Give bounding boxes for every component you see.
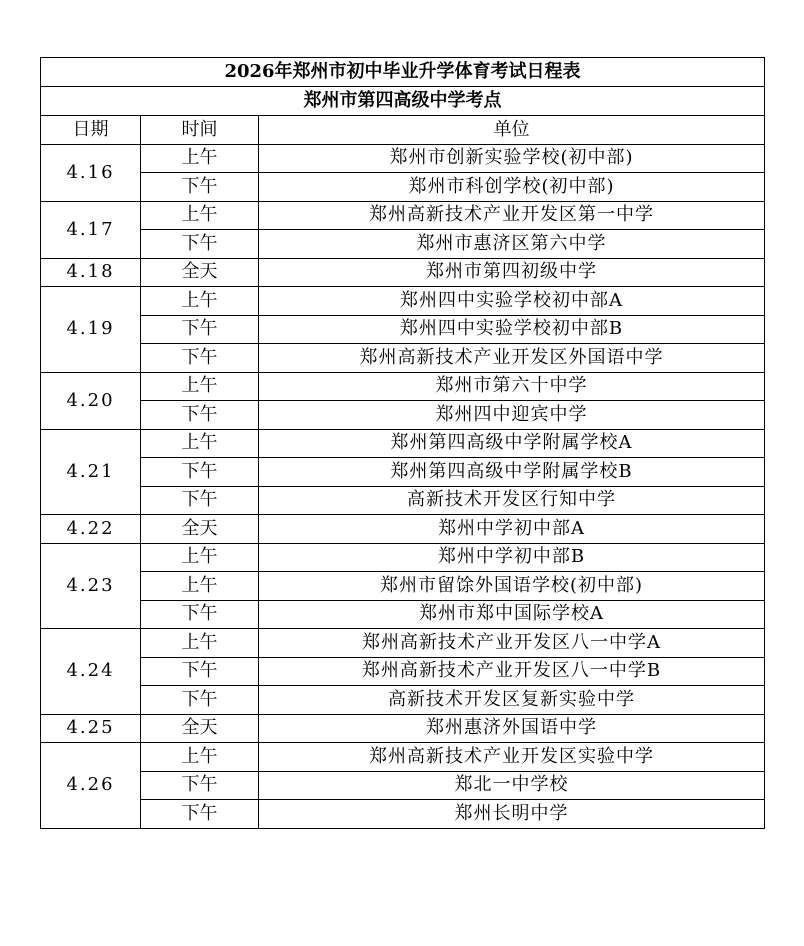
table-row <box>41 657 765 686</box>
table-row <box>41 315 765 344</box>
table-row <box>41 543 765 572</box>
unit-cell: 郑州高新技术产业开发区八一中学B <box>259 657 765 686</box>
schedule-body <box>41 58 765 829</box>
unit-cell: 高新技术开发区复新实验中学 <box>259 686 765 715</box>
time-cell: 上午 <box>141 572 259 601</box>
unit-cell: 郑州第四高级中学附属学校A <box>259 429 765 458</box>
header-unit: 单位 <box>259 116 765 145</box>
unit-cell: 郑州惠济外国语中学 <box>259 714 765 743</box>
time-cell: 下午 <box>141 686 259 715</box>
table-row <box>41 372 765 401</box>
time-cell: 全天 <box>141 258 259 287</box>
exam-schedule-table <box>40 57 765 829</box>
time-cell: 全天 <box>141 515 259 544</box>
unit-cell: 郑州市惠济区第六中学 <box>259 230 765 259</box>
time-cell: 上午 <box>141 201 259 230</box>
time-cell: 下午 <box>141 458 259 487</box>
unit-cell: 郑北一中学校 <box>259 771 765 800</box>
table-row <box>41 201 765 230</box>
unit-cell: 郑州市科创学校(初中部) <box>259 173 765 202</box>
date-cell: 4.16 <box>41 144 141 201</box>
table-row <box>41 401 765 430</box>
table-row <box>41 714 765 743</box>
time-cell: 下午 <box>141 401 259 430</box>
table-row <box>41 230 765 259</box>
unit-cell: 高新技术开发区行知中学 <box>259 486 765 515</box>
date-cell: 4.23 <box>41 543 141 629</box>
table-row <box>41 515 765 544</box>
time-cell: 上午 <box>141 629 259 658</box>
time-cell: 下午 <box>141 344 259 373</box>
table-row <box>41 344 765 373</box>
table-row <box>41 429 765 458</box>
time-cell: 上午 <box>141 743 259 772</box>
unit-cell: 郑州高新技术产业开发区外国语中学 <box>259 344 765 373</box>
unit-cell: 郑州高新技术产业开发区八一中学A <box>259 629 765 658</box>
table-row <box>41 486 765 515</box>
date-cell: 4.26 <box>41 743 141 829</box>
table-row <box>41 572 765 601</box>
unit-cell: 郑州市郑中国际学校A <box>259 600 765 629</box>
table-row <box>41 287 765 316</box>
time-cell: 下午 <box>141 771 259 800</box>
time-cell: 上午 <box>141 287 259 316</box>
time-cell: 下午 <box>141 657 259 686</box>
table-row <box>41 258 765 287</box>
title-row <box>41 58 765 87</box>
time-cell: 上午 <box>141 144 259 173</box>
table-row <box>41 800 765 829</box>
date-cell: 4.21 <box>41 429 141 515</box>
unit-cell: 郑州中学初中部B <box>259 543 765 572</box>
time-cell: 全天 <box>141 714 259 743</box>
time-cell: 下午 <box>141 600 259 629</box>
date-cell: 4.17 <box>41 201 141 258</box>
time-cell: 下午 <box>141 486 259 515</box>
time-cell: 下午 <box>141 315 259 344</box>
time-cell: 上午 <box>141 372 259 401</box>
header-time: 时间 <box>141 116 259 145</box>
unit-cell: 郑州市创新实验学校(初中部) <box>259 144 765 173</box>
table-row <box>41 629 765 658</box>
table-row <box>41 686 765 715</box>
date-cell: 4.18 <box>41 258 141 287</box>
time-cell: 下午 <box>141 173 259 202</box>
date-cell: 4.20 <box>41 372 141 429</box>
unit-cell: 郑州长明中学 <box>259 800 765 829</box>
date-cell: 4.24 <box>41 629 141 715</box>
table-row <box>41 173 765 202</box>
header-date: 日期 <box>41 116 141 145</box>
header-row <box>41 116 765 145</box>
table-row <box>41 458 765 487</box>
table-row <box>41 771 765 800</box>
table-row <box>41 743 765 772</box>
time-cell: 上午 <box>141 429 259 458</box>
unit-cell: 郑州高新技术产业开发区实验中学 <box>259 743 765 772</box>
unit-cell: 郑州第四高级中学附属学校B <box>259 458 765 487</box>
date-cell: 4.25 <box>41 714 141 743</box>
date-cell: 4.19 <box>41 287 141 373</box>
unit-cell: 郑州四中实验学校初中部A <box>259 287 765 316</box>
unit-cell: 郑州市留馀外国语学校(初中部) <box>259 572 765 601</box>
subtitle-row <box>41 87 765 116</box>
unit-cell: 郑州四中实验学校初中部B <box>259 315 765 344</box>
unit-cell: 郑州市第四初级中学 <box>259 258 765 287</box>
date-cell: 4.22 <box>41 515 141 544</box>
time-cell: 上午 <box>141 543 259 572</box>
unit-cell: 郑州高新技术产业开发区第一中学 <box>259 201 765 230</box>
table-title: 2026年郑州市初中毕业升学体育考试日程表 <box>41 58 765 87</box>
time-cell: 下午 <box>141 230 259 259</box>
table-row <box>41 144 765 173</box>
unit-cell: 郑州四中迎宾中学 <box>259 401 765 430</box>
unit-cell: 郑州市第六十中学 <box>259 372 765 401</box>
time-cell: 下午 <box>141 800 259 829</box>
table-row <box>41 600 765 629</box>
table-subtitle: 郑州市第四高级中学考点 <box>41 87 765 116</box>
unit-cell: 郑州中学初中部A <box>259 515 765 544</box>
